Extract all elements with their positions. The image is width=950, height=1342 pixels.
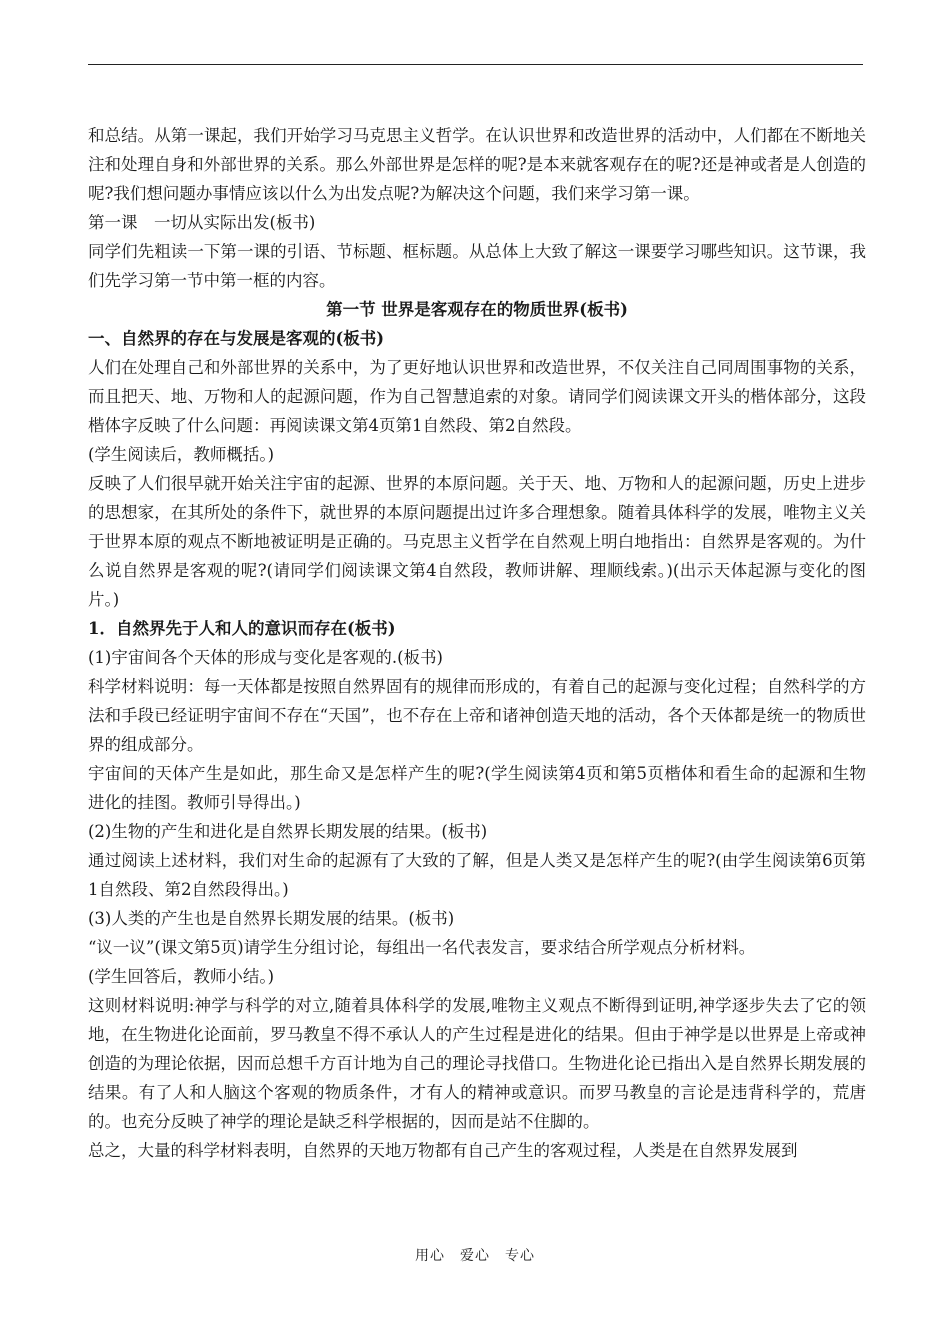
paragraph: 和总结。从第一课起，我们开始学习马克思主义哲学。在认识世界和改造世界的活动中，人们都在不断地关注和处理自身和外部世界的关系。那么外部世界是怎样的呢?是本来就客观存在的呢?还是神或者是人创造的呢?我们想问题办事情应该以什么为出发点呢?为解决这个问题，我们来学习第一课。 [88,126,866,203]
subsection-heading: 一、自然界的存在与发展是客观的(板书) [88,329,385,348]
paragraph: (1)宇宙间各个天体的形成与变化是客观的.(板书) [88,648,443,667]
paragraph: 宇宙间的天体产生是如此，那生命又是怎样产生的呢?(学生阅读第4页和第5页楷体和看生命的起源和生物进化的挂图。教师引导得出。) [88,764,866,812]
paragraph: 人们在处理自己和外部世界的关系中，为了更好地认识世界和改造世界，不仅关注自己同周围事物的关系，而且把天、地、万物和人的起源问题，作为自己智慧追索的对象。请同学们阅读课文开头的楷体部分，这段楷体字反映了什么问题：再阅读课文第4页第1自然段、第2自然段。 [88,358,866,435]
paragraph: 同学们先粗读一下第一课的引语、节标题、框标题。从总体上大致了解这一课要学习哪些知识。这节课，我们先学习第一节中第一框的内容。 [88,242,866,290]
section-heading: 第一节 世界是客观存在的物质世界(板书) [326,300,628,319]
paragraph: (2)生物的产生和进化是自然界长期发展的结果。(板书) [88,822,488,841]
paragraph: 通过阅读上述材料，我们对生命的起源有了大致的了解，但是人类又是怎样产生的呢?(由学生阅读第6页第 1自然段、第2自然段得出。) [88,851,866,899]
paragraph: (学生阅读后，教师概括。) [88,445,275,464]
paragraph: 这则材料说明:神学与科学的对立,随着具体科学的发展,唯物主义观点不断得到证明,神学逐步失去了它的领地，在生物进化论面前，罗马教皇不得不承认人的产生过程是进化的结果。但由于神学是以世界是上帝或神创造的为理论依据，因而总想千方百计地为自己的理论寻找借口。生物进化论已指出入是自然界长期发展的结果。有了人和人脑这个客观的物质条件，才有人的精神或意识。而罗马教皇的言论是违背科学的，荒唐的。也充分反映了神学的理论是缺乏科学根据的，因而是站不住脚的。 [88,996,866,1131]
header-rule [88,64,863,65]
paragraph: (3)人类的产生也是自然界长期发展的结果。(板书) [88,909,455,928]
paragraph: 科学材料说明：每一天体都是按照自然界固有的规律而形成的，有着自己的起源与变化过程；自然科学的方法和手段已经证明宇宙间不存在“天国”，也不存在上帝和诸神创造天地的活动，各个天体都是统一的物质世界的组成部分。 [88,677,866,754]
lesson-title: 第一课 一切从实际出发(板书) [88,213,316,232]
paragraph: “议一议”(课文第5页)请学生分组讨论，每组出一名代表发言，要求结合所学观点分析材料。 [88,938,756,957]
paragraph: (学生回答后，教师小结。) [88,967,275,986]
paragraph: 反映了人们很早就开始关注宇宙的起源、世界的本原问题。关于天、地、万物和人的起源问题，历史上进步的思想家，在其所处的条件下，就世界的本原问题提出过许多合理想象。随着具体科学的发展，唯物主义关于世界本原的观点不断地被证明是正确的。马克思主义哲学在自然观上明白地指出：自然界是客观的。为什么说自然界是客观的呢?(请同学们阅读课文第4自然段，教师讲解、理顺线索。)(出示天体起源与变化的图片。) [88,474,866,609]
point-heading: 1．自然界先于人和人的意识而存在(板书) [88,619,396,638]
page-footer: 用心 爱心 专心 [415,1248,535,1264]
document-body [88,121,866,1165]
paragraph: 总之，大量的科学材料表明，自然界的天地万物都有自己产生的客观过程，人类是在自然界发展到 [88,1141,798,1160]
